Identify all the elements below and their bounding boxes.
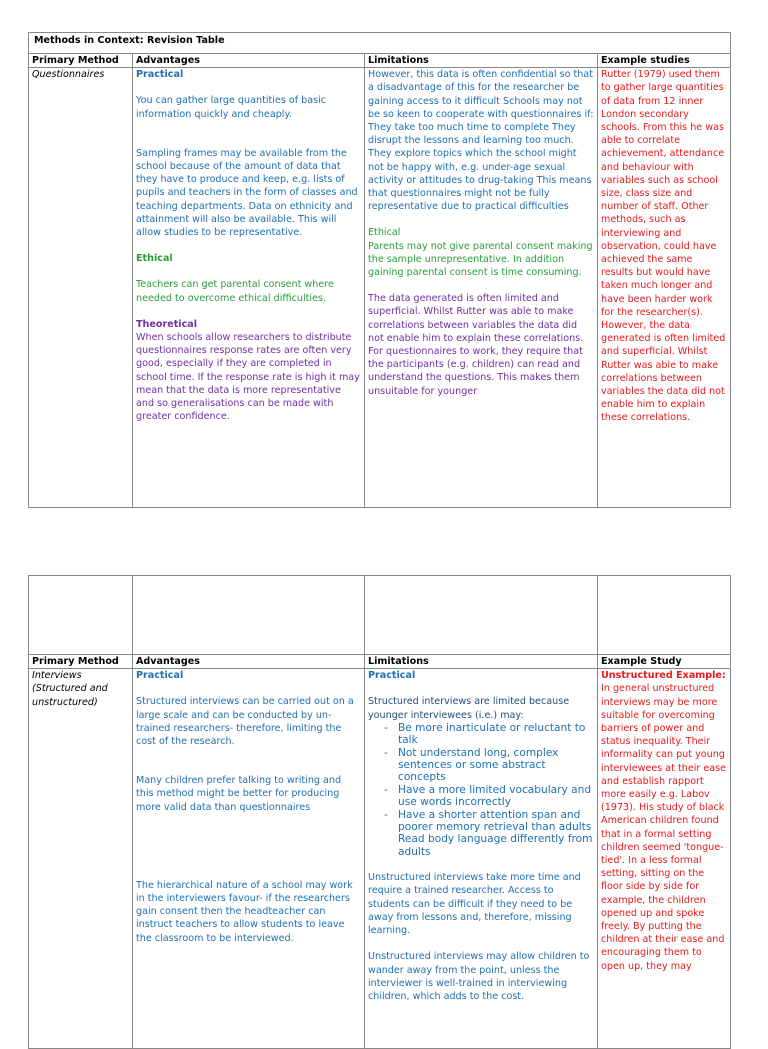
advantage-text: Teachers can get parental consent where needed to overcome ethical difficulties. — [136, 279, 334, 304]
example-studies-cell — [598, 68, 731, 508]
limitation-text: Unstructured interviews may allow children to wander away from the point, unless the interviewer is well-trained in interviewing children, which adds to the cost. — [368, 951, 590, 1002]
header-advantages: Advantages — [133, 54, 365, 68]
page-title: Methods in Context: Revision Table — [29, 33, 731, 54]
advantage-text: You can gather large quantities of basic information quickly and cheaply. — [136, 95, 327, 120]
revision-table-questionnaires — [28, 32, 731, 508]
header-example-study: Example Study — [598, 655, 731, 669]
header-advantages: Advantages — [133, 655, 365, 669]
example-text: Rutter (1979) used them to gather large quantities of data from 12 inner London secondary schools. From this he was able to correlate achievement, attendance and behaviour with variables such as school size, class size and number of staff. Other methods, such as interviewing and observation, could have achieved the same results but would have taken much longer and have been harder work for the researcher(s). However, the data generated is often limited and superficial. Whilst Rutter was able to make correlations between variables the data did not enable him to explain these correlations. — [601, 69, 726, 424]
list-item: - Be more inarticulate or reluctant to talk — [384, 722, 594, 747]
method-cell: Interviews (Structured and unstructured) — [29, 669, 133, 1049]
advantage-text: Structured interviews can be carried out on a large scale and can be conducted by un-trained researchers- therefore, limiting the cost of the research. — [136, 696, 354, 748]
example-heading: Unstructured Example: — [601, 670, 726, 682]
empty-cell — [598, 576, 731, 655]
advantage-text: The hierarchical nature of a school may work in the interviewers favour- if the researchers gain consent then the headteacher can instruct teachers to allow students to leave the classroom to be interviewed. — [136, 879, 353, 944]
practical-heading: Practical — [368, 670, 416, 682]
limitation-list — [368, 722, 594, 858]
header-primary-method: Primary Method — [29, 655, 133, 669]
method-cell: Questionnaires — [29, 68, 133, 508]
list-item: - Have a shorter attention span and poorer memory retrieval than adults Read body language differently from adults — [384, 809, 594, 859]
example-text: In general unstructured interviews may be more suitable for overcoming barriers of power and status inequality. Their informality can put young interviewees at their ease and establish rapport more easily e.g. Labov (1973). His study of black American children found that in a formal setting children seemed 'tongue-tied'. In a less formal setting, sitting on the floor side by side for example, the children opened up and spoke freely. By putting the children at their ease and encouraging them to open up, they may — [601, 683, 727, 972]
limitation-text: Unstructured interviews take more time and require a trained researcher. Access to students can be difficult if they need to be away from lessons and, therefore, missing learning. — [368, 872, 581, 937]
header-example-studies: Example studies — [598, 54, 731, 68]
advantage-text: Sampling frames may be available from the school because of the amount of data that they have to produce and keep, e.g. lists of pupils and teachers in the form of classes and teaching departments. Data on ethnicity and attainment will also be available. This will allow studies to be representative. — [136, 147, 358, 239]
list-item: - Not understand long, complex sentences or some abstract concepts — [384, 747, 594, 784]
limitation-text: Parents may not give parental consent making the sample unrepresentative. In addition gaining parental consent is time consuming. — [368, 240, 593, 279]
limitation-text: For questionnaires to work, they require that the participants (e.g. children) can read and understand the questions. This makes them unsuitable for younger — [368, 346, 583, 397]
example-study-cell — [598, 669, 731, 1049]
ethical-heading: Ethical — [368, 227, 401, 239]
ethical-heading: Ethical — [136, 253, 173, 265]
header-primary-method: Primary Method — [29, 54, 133, 68]
limitation-text: However, this data is often confidential so that a disadvantage of this for the researcher be gaining access to it difficult Schools may not be so keen to cooperate with questionnaires if: They take too much time to complete They disrupt the lessons and learning too much. They explore topics which the school might not be happy with, e.g. under-age sexual activity or attitudes to drug-taking This means that questionnaires might not be fully representative due to practical difficulties — [368, 69, 594, 213]
limitations-cell — [365, 669, 598, 1049]
advantages-cell — [133, 669, 365, 1049]
advantage-text: Many children prefer talking to writing and this method might be better for producing more valid data than questionnaires — [136, 775, 342, 813]
practical-heading: Practical — [136, 670, 184, 682]
header-limitations: Limitations — [365, 655, 598, 669]
limitations-cell — [365, 68, 598, 508]
list-item: - Have a more limited vocabulary and use words incorrectly — [384, 784, 594, 809]
limitation-text: The data generated is often limited and superficial. Whilst Rutter was able to make correlations between variables the data did not enable him to explain these correlations. — [368, 293, 584, 344]
practical-heading: Practical — [136, 69, 184, 81]
theoretical-heading: Theoretical — [136, 318, 198, 330]
empty-cell — [133, 576, 365, 655]
empty-cell — [365, 576, 598, 655]
advantage-text: When schools allow researchers to distribute questionnaires response rates are often very good, especially if they are completed in school time. If the response rate is high it may mean that the data is more representative and so generalisations can be made with greater confidence. — [136, 332, 360, 423]
header-limitations: Limitations — [365, 54, 598, 68]
revision-table-interviews — [28, 575, 731, 1049]
limitation-text: Structured interviews are limited because younger interviewees (i.e.) may: — [368, 696, 570, 721]
empty-cell — [29, 576, 133, 655]
advantages-cell — [133, 68, 365, 508]
